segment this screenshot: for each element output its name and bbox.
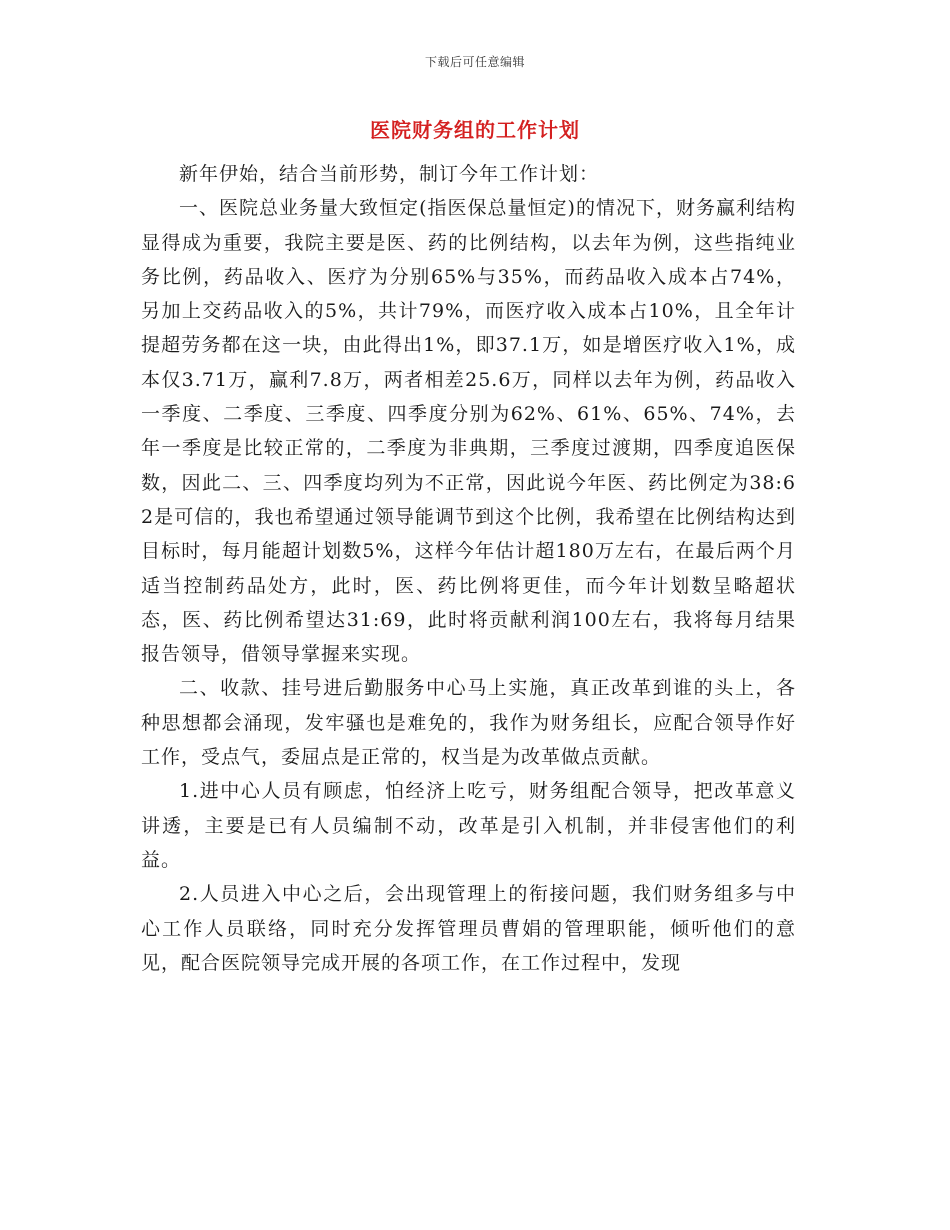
document-body <box>141 157 796 980</box>
page-header-note: 下载后可任意编辑 <box>424 55 525 69</box>
paragraph-item-two: 2.人员进入中心之后，会出现管理上的衔接问题，我们财务组多与中心工作人员联络，同时充分发挥管理员曹娟的管理职能，倾听他们的意见，配合医院领导完成开展的各项工作，在工作过程中，发现 <box>141 883 796 974</box>
paragraph-section-two: 二、收款、挂号进后勤服务中心马上实施，真正改革到谁的头上，各种思想都会涌现，发牢骚也是难免的，我作为财务组长，应配合领导作好工作，受点气，委屈点是正常的，权当是为改革做点贡献。 <box>141 677 796 769</box>
document-title: 医院财务组的工作计划 <box>370 118 580 142</box>
paragraph-intro: 新年伊始，结合当前形势，制订今年工作计划： <box>179 163 600 185</box>
paragraph-section-one: 一、医院总业务量大致恒定(指医保总量恒定)的情况下，财务赢利结构显得成为重要，我院主要是医、药的比例结构，以去年为例，这些指纯业务比例，药品收入、医疗为分别65%与35%，而药品收入成本占74%，另加上交药品收入的5%，共计79%，而医疗收入成本占10%，且全年计提超劳务都在这一块，由此得出1%，即37.1万，如是增医疗收入1%，成本仅3.71万，赢利7.8万，两者相差25.6万，同样以去年为例，药品收入一季度、二季度、三季度、四季度分别为62%、61%、65%、74%，去年一季度是比较正常的，二季度为非典期，三季度过渡期，四季度追医保数，因此二、三、四季度均列为不正常，因此说今年医、药比例定为38:62是可信的，我也希望通过领导能调节到这个比例，我希望在比例结构达到目标时，每月能超计划数5%，这样今年估计超180万左右，在最后两个月适当控制药品处方，此时，医、药比例将更佳，而今年计划数呈略超状态，医、药比例希望达31:69，此时将贡献利润100左右，我将每月结果报告领导，借领导掌握来实现。 <box>141 197 796 666</box>
paragraph-item-one: 1.进中心人员有顾虑，怕经济上吃亏，财务组配合领导，把改革意义讲透，主要是已有人员编制不动，改革是引入机制，并非侵害他们的利益。 <box>141 780 796 871</box>
